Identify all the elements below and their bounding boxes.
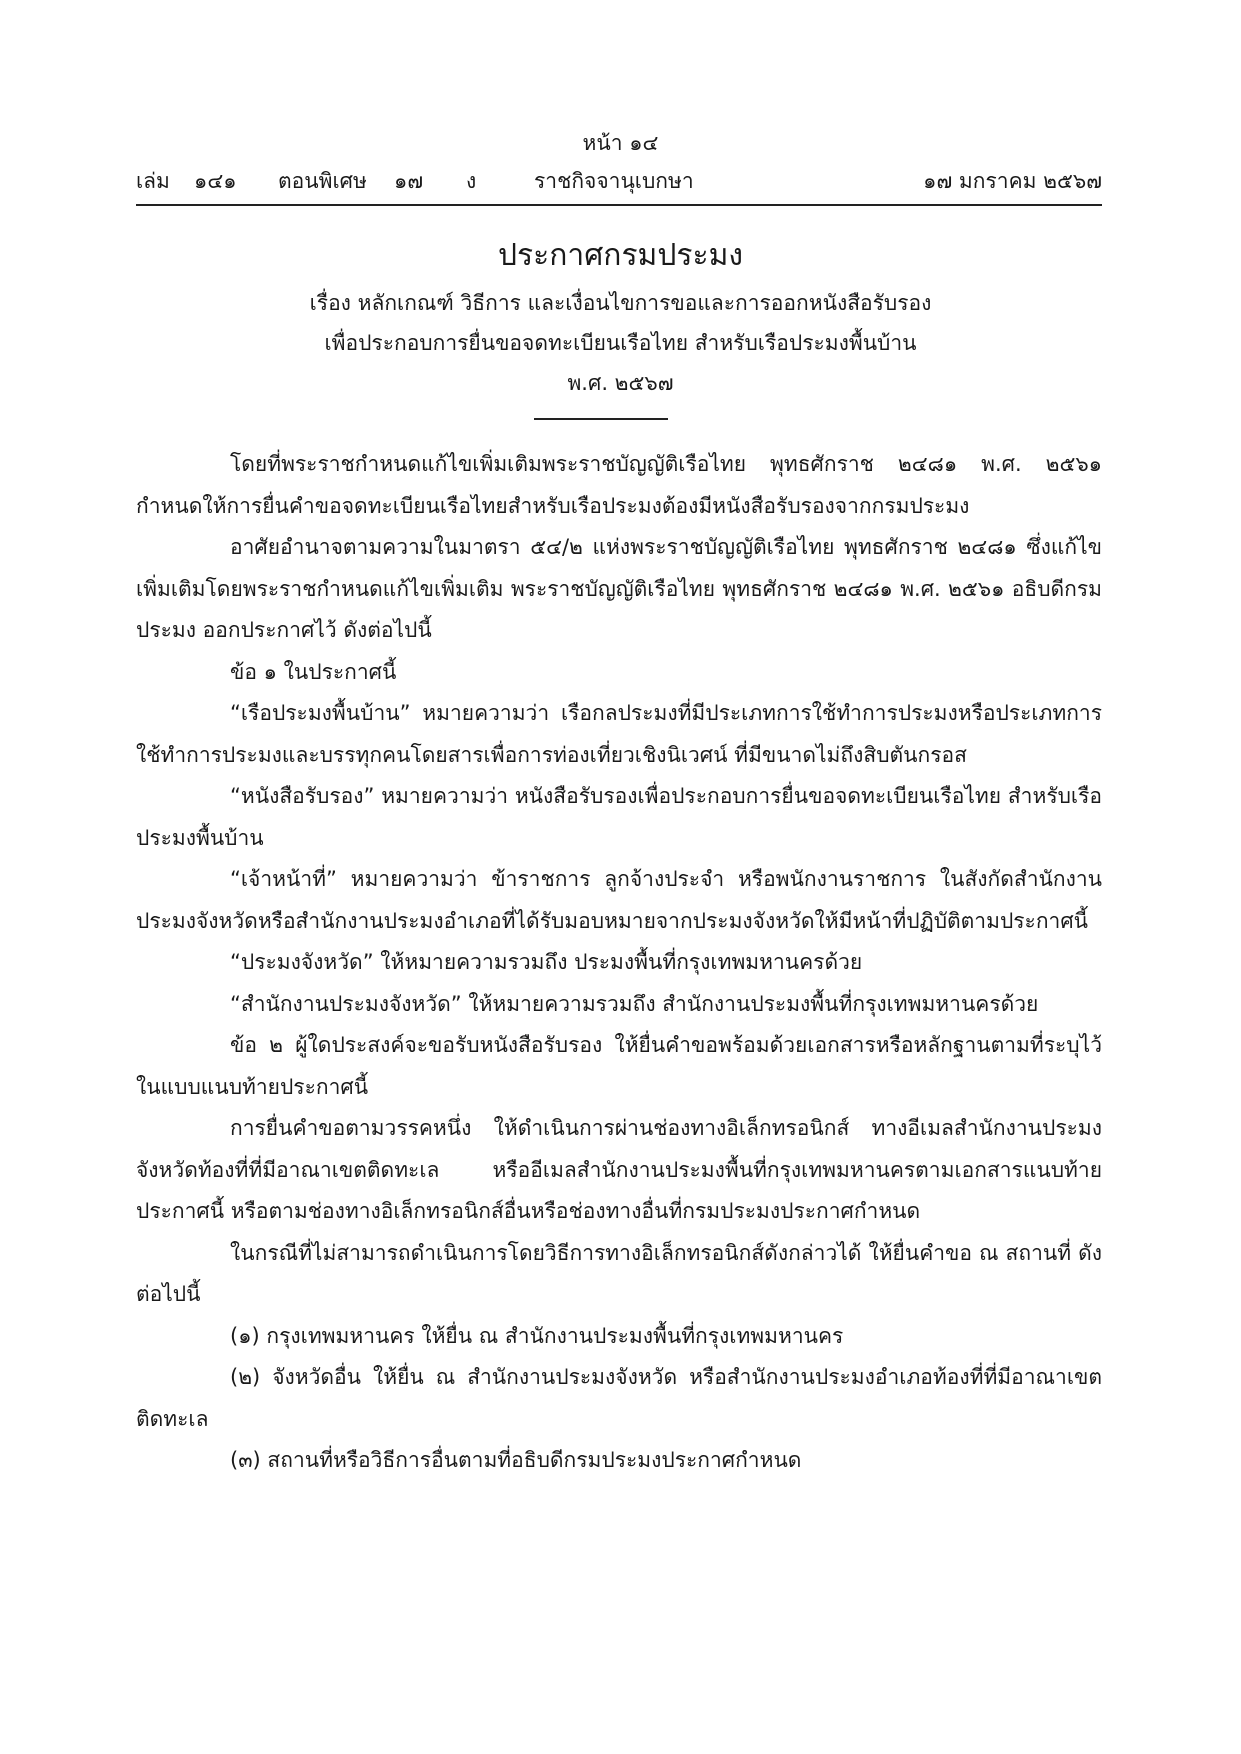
gazette-header <box>136 166 1102 196</box>
gazette-name: ราชกิจจานุเบกษา <box>534 169 694 193</box>
list-item-2: (๒) จังหวัดอื่น ให้ยื่น ณ สำนักงานประมงจังหวัด หรือสำนักงานประมงอำเภอท้องที่ที่มีอาณาเขตติดทะเล <box>136 1365 1102 1431</box>
header-divider <box>136 204 1102 206</box>
paragraph-authority: อาศัยอำนาจตามความในมาตรา ๕๔/๒ แห่งพระราชบัญญัติเรือไทย พุทธศักราช ๒๔๘๑ ซึ่งแก้ไขเพิ่มเติมโดยพระราชกำหนดแก้ไขเพิ่มเติม พระราชบัญญัติเรือไทย พุทธศักราช ๒๔๘๑ พ.ศ. ๒๕๖๑ อธิบดีกรมประมง ออกประกาศไว้ ดังต่อไปนี้ <box>136 535 1102 642</box>
publication-date: ๑๗ มกราคม ๒๕๖๗ <box>923 169 1102 193</box>
definition-provincial-office: “สำนักงานประมงจังหวัด” ให้หมายความรวมถึง สำนักงานประมงพื้นที่กรุงเทพมหานครด้วย <box>230 991 1039 1016</box>
section-letter: ง <box>466 169 477 193</box>
paragraph-preamble: โดยที่พระราชกำหนดแก้ไขเพิ่มเติมพระราชบัญญัติเรือไทย พุทธศักราช ๒๔๘๑ พ.ศ. ๒๕๖๑ กำหนดให้การยื่นคำขอจดทะเบียนเรือไทยสำหรับเรือประมงต้องมีหนังสือรับรองจากกรมประมง <box>136 452 1102 518</box>
document-body <box>136 444 1102 1482</box>
list-item-1: (๑) กรุงเทพมหานคร ให้ยื่น ณ สำนักงานประมงพื้นที่กรุงเทพมหานคร <box>230 1323 844 1348</box>
list-item-3: (๓) สถานที่หรือวิธีการอื่นตามที่อธิบดีกรมประมงประกาศกำหนด <box>230 1448 802 1472</box>
subtitle-line-1: เรื่อง หลักเกณฑ์ วิธีการ และเงื่อนไขการขอและการออกหนังสือรับรอง <box>309 291 932 315</box>
volume-label: เล่ม <box>136 169 170 193</box>
clause-2-electronic-filing: การยื่นคำขอตามวรรคหนึ่ง ให้ดำเนินการผ่านช่องทางอิเล็กทรอนิกส์ ทางอีเมลสำนักงานประมงจังหวัดท้องที่ที่มีอาณาเขตติดทะเล หรืออีเมลสำนักงานประมงพื้นที่กรุงเทพมหานครตามเอกสารแนบท้ายประกาศนี้ หรือตามช่องทางอิเล็กทรอนิกส์อื่นหรือช่องทางอื่นที่กรมประมงประกาศกำหนด <box>136 1116 1102 1223</box>
subtitle-line-2: เพื่อประกอบการยื่นขอจดทะเบียนเรือไทย สำหรับเรือประมงพื้นบ้าน <box>324 331 917 355</box>
definition-provincial-fisheries: “ประมงจังหวัด” ให้หมายความรวมถึง ประมงพื้นที่กรุงเทพมหานครด้วย <box>230 950 863 974</box>
document-title: ประกาศกรมประมง <box>497 238 744 273</box>
clause-2: ข้อ ๒ ผู้ใดประสงค์จะขอรับหนังสือรับรอง ให้ยื่นคำขอพร้อมด้วยเอกสารหรือหลักฐานตามที่ระบุไว้ในแบบแนบท้ายประกาศนี้ <box>136 1033 1102 1099</box>
page-number: หน้า ๑๔ <box>582 131 659 155</box>
section-number: ๑๗ <box>394 169 424 193</box>
clause-1-heading: ข้อ ๑ ในประกาศนี้ <box>230 659 397 684</box>
volume-number: ๑๔๑ <box>194 169 237 193</box>
definition-fishing-boat: “เรือประมงพื้นบ้าน” หมายความว่า เรือกลประมงที่มีประเภทการใช้ทำการประมงหรือประเภทการใช้ทำการประมงและบรรทุกคนโดยสารเพื่อการท่องเที่ยวเชิงนิเวศน์ ที่มีขนาดไม่ถึงสิบตันกรอส <box>136 701 1102 767</box>
subtitle-year: พ.ศ. ๒๕๖๗ <box>567 371 674 395</box>
clause-2-alternative-filing: ในกรณีที่ไม่สามารถดำเนินการโดยวิธีการทางอิเล็กทรอนิกส์ดังกล่าวได้ ให้ยื่นคำขอ ณ สถานที่ ดังต่อไปนี้ <box>136 1240 1102 1306</box>
definition-officer: “เจ้าหน้าที่” หมายความว่า ข้าราชการ ลูกจ้างประจำ หรือพนักงานราชการ ในสังกัดสำนักงานประมงจังหวัดหรือสำนักงานประมงอำเภอที่ได้รับมอบหมายจากประมงจังหวัดให้มีหน้าที่ปฏิบัติตามประกาศนี้ <box>136 867 1102 933</box>
title-divider <box>534 418 668 420</box>
definition-certificate: “หนังสือรับรอง” หมายความว่า หนังสือรับรองเพื่อประกอบการยื่นขอจดทะเบียนเรือไทย สำหรับเรือประมงพื้นบ้าน <box>136 784 1102 850</box>
section-label: ตอนพิเศษ <box>278 169 367 193</box>
